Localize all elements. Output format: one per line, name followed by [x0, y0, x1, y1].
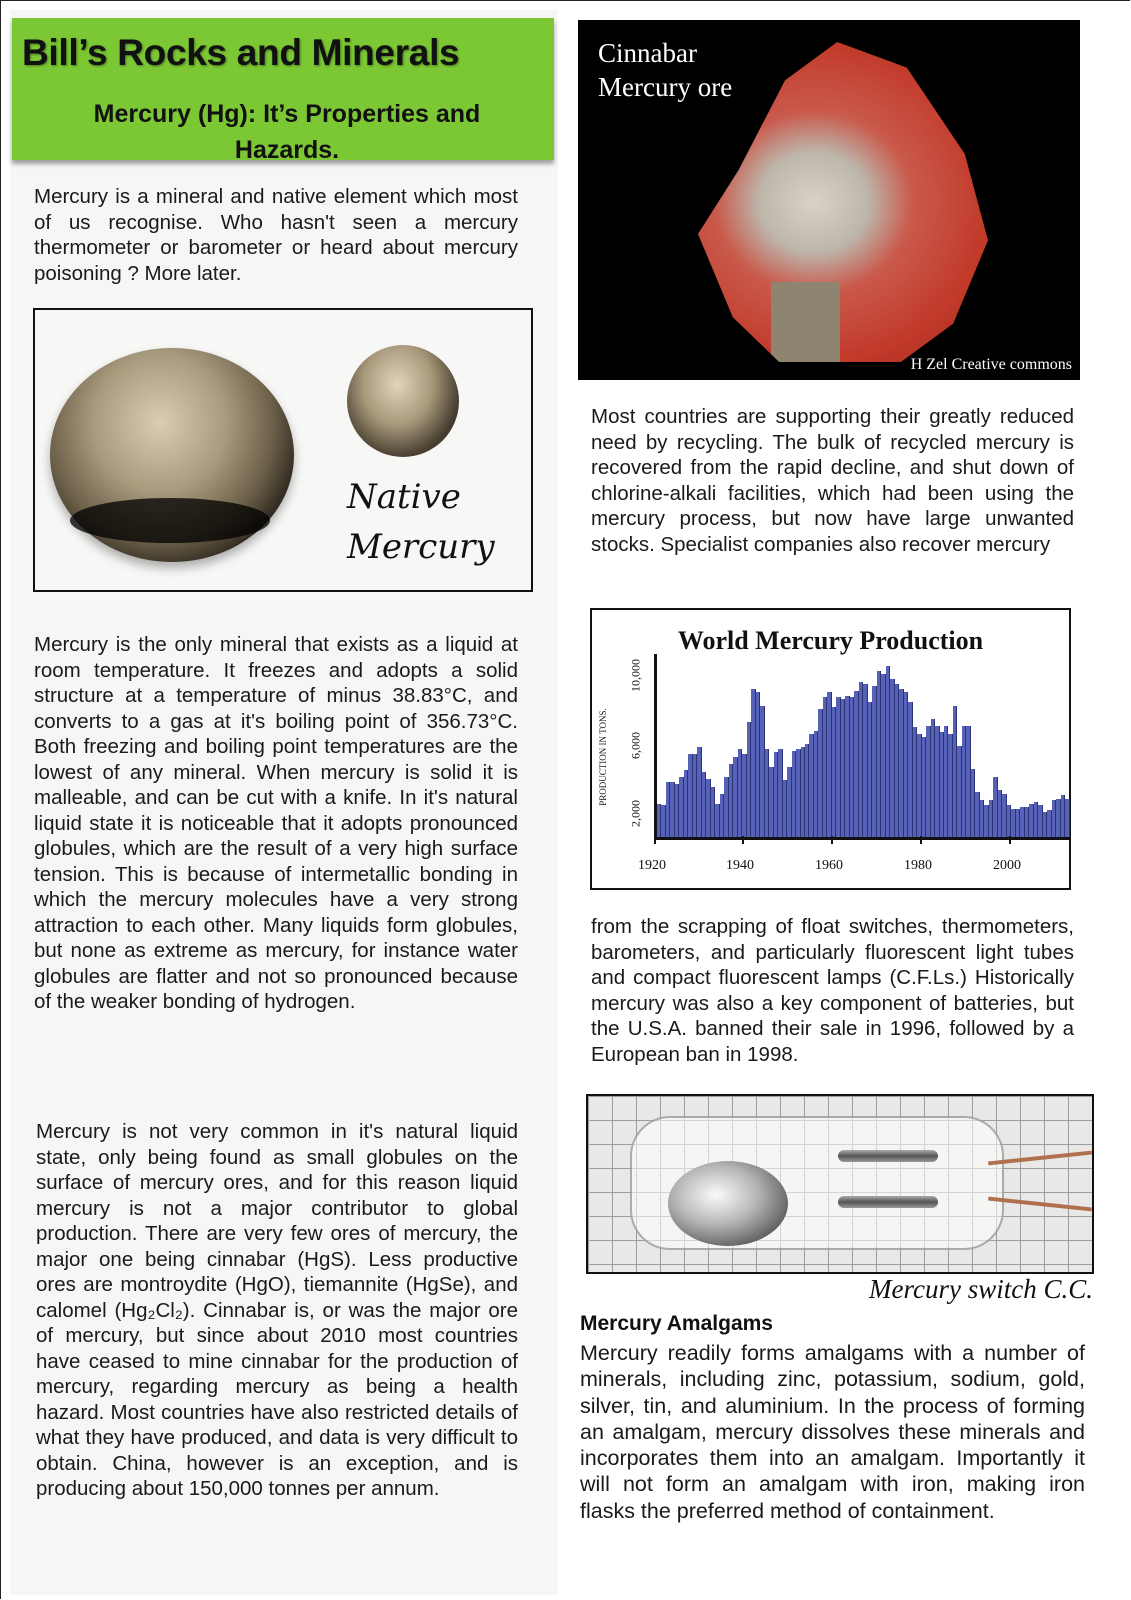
- chart-x-tick-mark: [831, 836, 833, 844]
- site-title: Bill’s Rocks and Minerals: [22, 32, 460, 73]
- chart-x-tick: 1960: [815, 858, 843, 873]
- chart-y-tick: 2,000: [628, 800, 643, 827]
- cinnabar-rock: [698, 42, 988, 362]
- amalgams-heading: Mercury Amalgams: [580, 1312, 773, 1335]
- chart-x-tick-mark: [742, 836, 744, 844]
- mercury-switch-image: [586, 1094, 1094, 1274]
- switch-contact: [838, 1196, 938, 1208]
- chart-x-tick: 1920: [638, 858, 666, 873]
- chart-y-axis-label: PRODUCTION IN TONS.: [598, 708, 608, 806]
- cinnabar-label-line2: Mercury ore: [598, 72, 733, 102]
- chart-y-tick: 6,000: [628, 732, 643, 759]
- chart-title: World Mercury Production: [677, 626, 984, 655]
- chart-x-tick-mark: [1009, 836, 1011, 844]
- mercury-switch-caption: Mercury switch C.C.: [869, 1274, 1093, 1304]
- cinnabar-label-line1: Cinnabar: [598, 38, 697, 68]
- native-mercury-label-line1: Native: [347, 477, 461, 517]
- cinnabar-label: [598, 36, 732, 104]
- chart-x-tick: 1940: [726, 858, 754, 873]
- intro-paragraph: Mercury is a mineral and native element which most of us recognise. Who hasn't seen a mercury thermometer or barometer or heard about mercury poisoning ? More later.: [34, 185, 518, 285]
- recycling-continued-paragraph: from the scrapping of float switches, thermometers, barometers, and particularly fluorescent light tubes and compact fluorescent lamps (C.F.Ls.) Historically mercury was also a key component of batteries, but the U.S.A. banned their sale in 1996, followed by a European ban in 1998.: [591, 915, 1074, 1066]
- native-mercury-image: [33, 308, 533, 592]
- chart-x-tick-mark: [654, 836, 656, 844]
- chart-x-tick-mark: [920, 836, 922, 844]
- chart-y-tick: 10,000: [628, 659, 643, 692]
- switch-contact: [838, 1150, 938, 1162]
- properties-paragraph: Mercury is the only mineral that exists as a liquid at room temperature. It freezes and adopts a solid structure at a temperature of minus 38.83°C, and converts to a gas at it's boiling point of 356.73°C. Both freezing and boiling point temperatures are the lowest of any mineral. When mercury is solid it is malleable, and can be cut with a knife. In it's natural liquid state it is noticeable that it adopts pronounced globules, which are the result of a very high surface tension. This is because of intermetallic bonding in which the mercury molecules have a very strong attraction to each other. Many liquids form globules, but none as extreme as mercury, for instance water globules are flatter and not so pronounced because of the weaker bonding of hydrogen.: [34, 633, 518, 1013]
- cinnabar-image: [578, 20, 1080, 380]
- title-banner: [12, 18, 554, 164]
- native-mercury-label: [347, 472, 495, 572]
- recycling-paragraph: Most countries are supporting their greatly reduced need by recycling. The bulk of recycled mercury is recovered from the rapid decline, and shut down of chlorine-alkali facilities, which had been using the mercury process, but now have large unwanted stocks. Specialist companies also recover mercury: [591, 405, 1074, 556]
- mercury-blob: [668, 1161, 788, 1246]
- chart-bars: [657, 654, 1069, 837]
- mercury-globule-small: [347, 345, 459, 457]
- cinnabar-credit: H Zel Creative commons: [910, 356, 1072, 373]
- world-mercury-production-chart: [590, 608, 1071, 890]
- native-mercury-label-line2: Mercury: [347, 527, 495, 567]
- mercury-globule-large: [50, 348, 294, 562]
- chart-x-tick: 2000: [993, 858, 1021, 873]
- amalgams-paragraph: Mercury readily forms amalgams with a number of minerals, including zinc, potassium, sodium, gold, silver, tin, and aluminium. In the process of forming an amalgam, mercury dissolves these minerals and incorporates them into an amalgam. Importantly it will not form an amalgam with iron, making iron flasks the preferred method of containment.: [580, 1341, 1085, 1523]
- ores-paragraph: Mercury is not very common in it's natural liquid state, only being found as small globules on the surface of mercury ores, and for this reason liquid mercury is not a major contributor to global production. There are very few ores of mercury, the major one being cinnabar (HgS). Less productive ores are montroydite (HgO), tiemannite (HgSe), and calomel (Hg₂Cl₂). Cinnabar is, or was the major ore of mercury, but since about 2010 most countries have ceased to mine cinnabar for the production of mercury, regarding mercury as being a health hazard. Most countries have also restricted details of what they have produced, and data is very difficult to obtain. China, however is an exception, and is producing about 150,000 tonnes per annum.: [36, 1120, 518, 1500]
- chart-x-tick: 1980: [904, 858, 932, 873]
- article-title: Mercury (Hg): It’s Properties and Hazards.: [93, 100, 481, 164]
- chart-plot-area: [654, 654, 1069, 840]
- chart-bar: [1065, 799, 1069, 837]
